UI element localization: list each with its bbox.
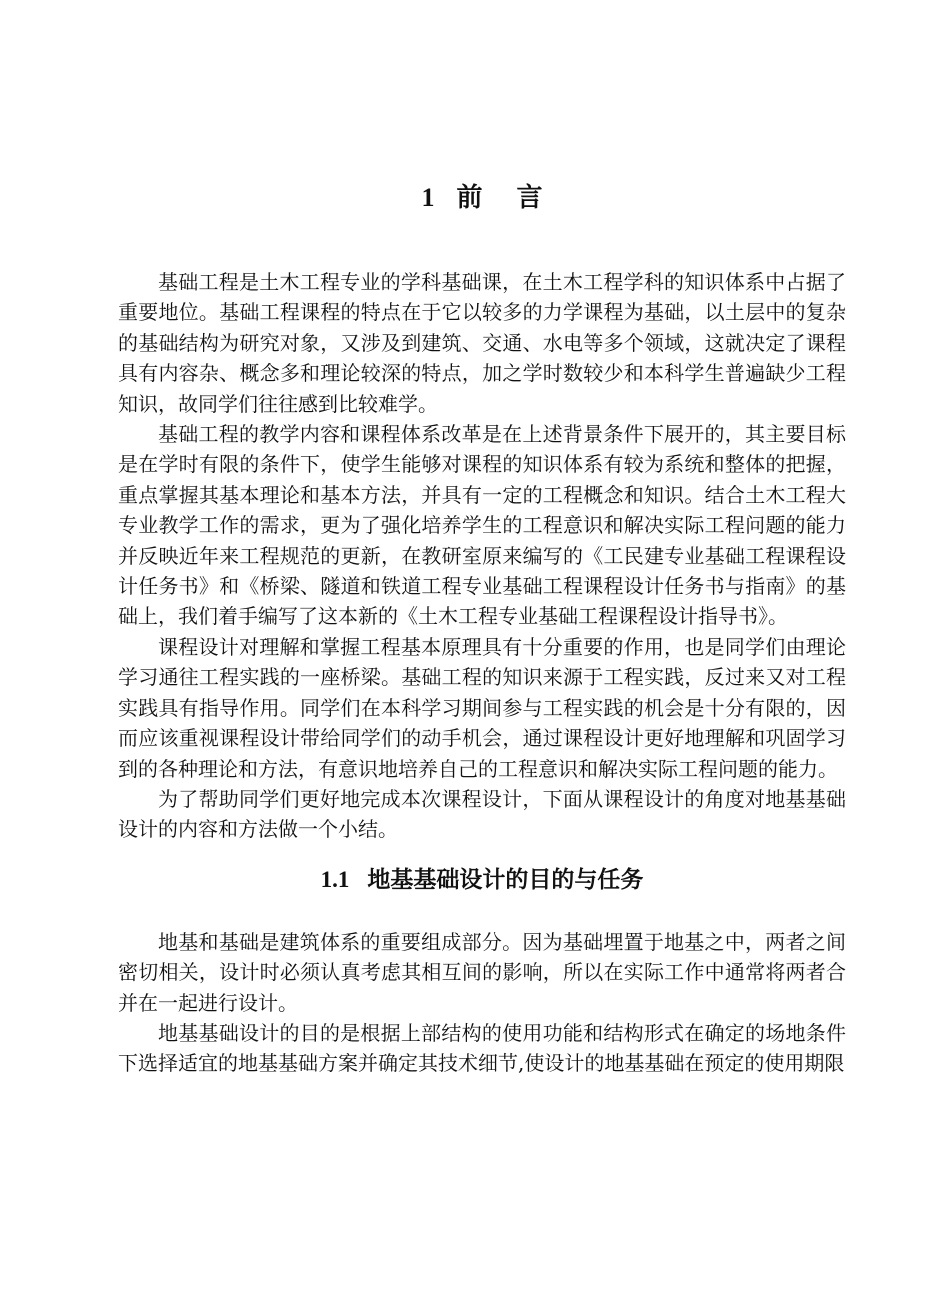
paragraph: 地基和基础是建筑体系的重要组成部分。因为基础埋置于地基之中，两者之间密切相关，设计时必须认真考虑其相互间的影响，所以在实际工作中通常将两者合并在一起进行设计。 [118, 929, 846, 1015]
chapter-number: 1 [421, 183, 435, 212]
section-body [118, 927, 846, 1079]
paragraph: 基础工程的教学内容和课程体系改革是在上述背景条件下展开的，其主要目标是在学时有限的条件下，使学生能够对课程的知识体系有较为系统和整体的把握，重点掌握其基本理论和基本方法，并具有一定的工程概念和知识。结合土木工程大专业教学工作的需求，更为了强化培养学生的工程意识和解决实际工程问题的能力并反映近年来工程规范的更新，在教研室原来编写的《工民建专业基础工程课程设计任务书》和《桥梁、隧道和铁道工程专业基础工程课程设计任务书与指南》的基础上，我们着手编写了这本新的《土木工程专业基础工程课程设计指导书》。 [118, 422, 846, 629]
section-heading-text: 地基基础设计的目的与任务 [367, 865, 644, 893]
section-title [118, 863, 846, 897]
chapter-intro [118, 267, 846, 845]
chapter-heading-text: 前言 [456, 183, 577, 213]
paragraph: 课程设计对理解和掌握工程基本原理具有十分重要的作用，也是同学们由理论学习通往工程实践的一座桥梁。基础工程的知识来源于工程实践，反过来又对工程实践具有指导作用。同学们在本科学习期间参与工程实践的机会是十分有限的，因而应该重视课程设计带给同学们的动手机会，通过课程设计更好地理解和巩固学习到的各种理论和方法，有意识地培养自己的工程意识和解决实际工程问题的能力。 [118, 634, 846, 781]
document-page [118, 178, 846, 1079]
paragraph: 基础工程是土木工程专业的学科基础课，在土木工程学科的知识体系中占据了重要地位。基础工程课程的特点在于它以较多的力学课程为基础，以土层中的复杂的基础结构为研究对象，又涉及到建筑、交通、水电等多个领域，这就决定了课程具有内容杂、概念多和理论较深的特点，加之学时数较少和本科学生普遍缺少工程知识，故同学们往往感到比较难学。 [118, 270, 846, 416]
section-number: 1.1 [320, 866, 350, 892]
paragraph: 地基基础设计的目的是根据上部结构的使用功能和结构形式在确定的场地条件下选择适宜的地基基础方案并确定其技术细节,使设计的地基基础在预定的使用期限 [118, 1020, 846, 1076]
chapter-title [118, 178, 846, 218]
paragraph: 为了帮助同学们更好地完成本次课程设计，下面从课程设计的角度对地基基础设计的内容和方法做一个小结。 [118, 786, 846, 842]
